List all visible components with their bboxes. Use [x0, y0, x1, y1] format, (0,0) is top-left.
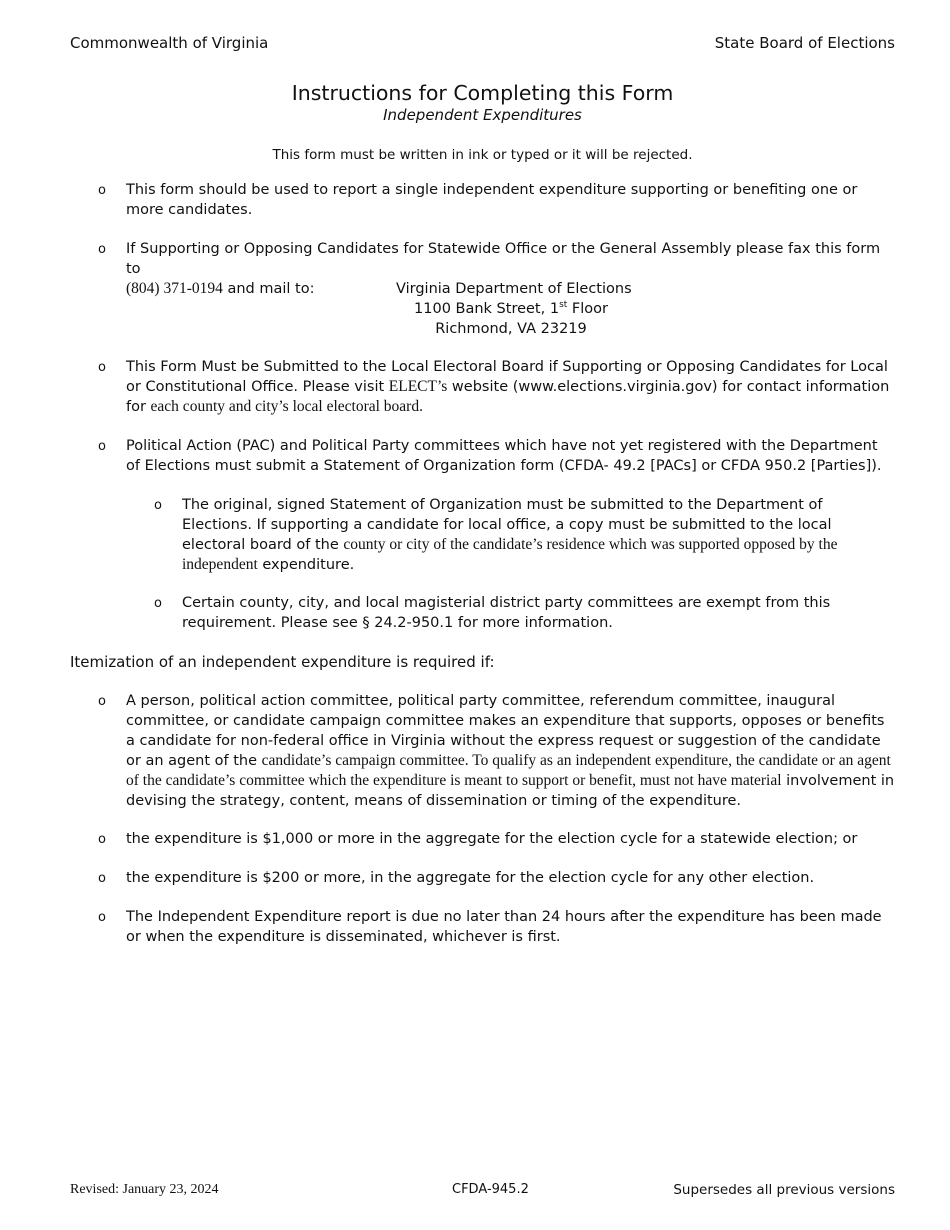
fax-number: (804) 371-0194 [126, 280, 223, 297]
list-item [126, 357, 896, 417]
bullet-text: The original, signed Statement of Organization must be submitted to the Department of Elections. If supporting a candidate for local office, a copy must be submitted to the local electoral board of the [182, 497, 832, 553]
address-line-2 [386, 299, 636, 319]
bullet-text-cont: expenditure. [257, 557, 355, 573]
footer-supersedes: Supersedes all previous versions [673, 1182, 895, 1198]
elect-text: ELECT’s [388, 378, 448, 395]
header-commonwealth: Commonwealth of Virginia [70, 34, 269, 52]
address-line-1: Virginia Department of Elections [396, 281, 632, 297]
list-item [126, 239, 896, 339]
page-title: Instructions for Completing this Form [291, 81, 674, 105]
list-item [126, 436, 896, 476]
ink-notice: This form must be written in ink or typed or it will be rejected. [272, 147, 693, 163]
list-item [126, 907, 896, 947]
bullet-text: the expenditure is $200 or more, in the aggregate for the election cycle for any other election. [126, 870, 815, 886]
bullet-text: This Form Must be Submitted to the Local Electoral Board if Supporting or Opposing Candidates for Local or Constitutional Office. Please visit [126, 359, 888, 395]
mail-to-label: and mail to: [222, 281, 315, 297]
bullet-text: The Independent Expenditure report is due no later than 24 hours after the expenditure has been made or when the expenditure is disseminated, whichever is first. [126, 909, 882, 945]
bullet-text: A person, political action committee, political party committee, referendum committee, inaugural committee, or candidate campaign committee makes an expenditure that supports, opposes or benefits a candidate for non-federal office in Virginia without the express request or suggestion of the candidate or an agent of the [126, 693, 885, 769]
sub-list-item [182, 593, 896, 633]
address-line-3: Richmond, VA 23219 [435, 321, 587, 337]
sub-list-item [182, 495, 896, 575]
page-subtitle: Independent Expenditures [383, 106, 582, 124]
header-state-board: State Board of Elections [714, 34, 895, 52]
ordinal-suffix: st [559, 300, 568, 311]
fax-address-row [126, 279, 896, 299]
list-item [126, 691, 896, 811]
bullet-text-serif: county or city of the candidate’s residence which was supported opposed by the independent [182, 536, 838, 573]
floor-text: Floor [567, 301, 608, 317]
bullet-text-serif: each county and city’s local electoral board. [150, 398, 423, 415]
bullet-text: the expenditure is $1,000 or more in the aggregate for the election cycle for a statewide election; or [126, 831, 858, 847]
street-text: 1100 Bank Street, 1 [414, 301, 560, 317]
footer-form-number: CFDA-945.2 [452, 1182, 529, 1197]
bullet-text-cont: website (www.elections.virginia.gov) for contact information for [126, 379, 890, 415]
bullet-text: This form should be used to report a single independent expenditure supporting or benefiting one or more candidates. [126, 182, 858, 218]
footer-revised-date: Revised: January 23, 2024 [70, 1182, 219, 1197]
bullet-text: Certain county, city, and local magisterial district party committees are exempt from this requirement. Please see § 24.2-950.1 for more information. [182, 595, 831, 631]
bullet-text-cont: involvement in devising the strategy, content, means of dissemination or timing of the expenditure. [126, 773, 895, 809]
list-item [126, 868, 896, 888]
list-item [126, 829, 896, 849]
list-item [126, 180, 896, 220]
itemization-heading: Itemization of an independent expenditure is required if: [70, 653, 495, 671]
title-block [0, 80, 950, 124]
bullet-text: o If Supporting or Opposing Candidates for Statewide Office or the General Assembly please fax this form to [126, 241, 881, 277]
bullet-text-serif: candidate’s campaign committee. To qualify as an independent expenditure, the candidate or an agent of the candidate’s committee which the expenditure is meant to support or benefit, must not have material [126, 752, 891, 789]
bullet-text: Political Action (PAC) and Political Party committees which have not yet registered with the Department of Elections must submit a Statement of Organization form (CFDA- 49.2 [PACs] or CFDA 950.2 [Parties]). [126, 438, 882, 474]
